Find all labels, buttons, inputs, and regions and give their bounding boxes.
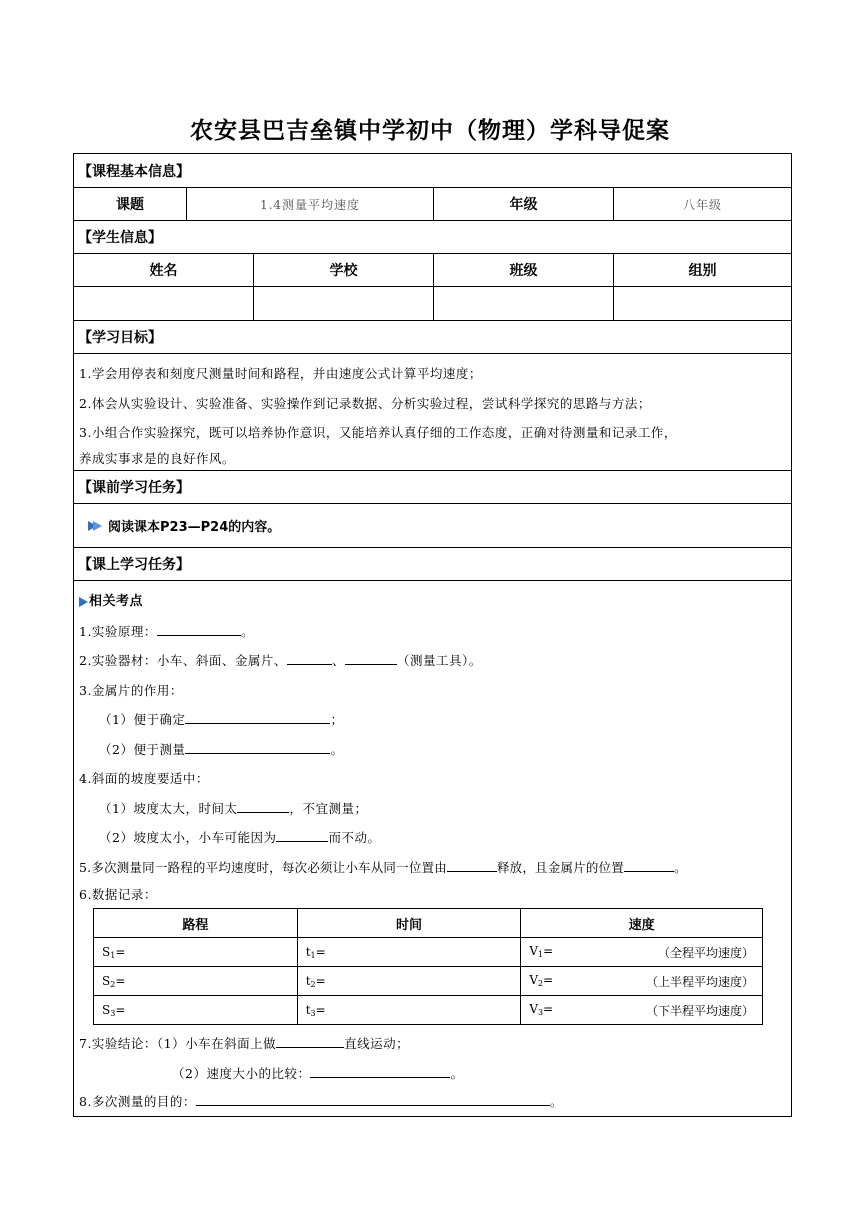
question-3-2: （2）便于测量 。 xyxy=(79,735,786,765)
table-row xyxy=(94,996,763,1025)
arrow-right-icon xyxy=(79,597,88,607)
distance-cell[interactable]: $S_1=$ xyxy=(94,938,298,967)
answer-blank[interactable] xyxy=(185,709,330,724)
time-cell[interactable]: $t_1=$ xyxy=(297,938,521,967)
speed-cell[interactable]: $V_1=$ （全程平均速度） xyxy=(521,938,763,967)
pre-class-task: 阅读课本P23—P24的内容。 xyxy=(108,520,281,535)
question-4-1: （1）坡度太大，时间太 ，不宜测量； xyxy=(79,794,786,824)
col-group: 组别 xyxy=(613,254,791,286)
pre-class-task-row xyxy=(74,503,791,547)
speed-note: （下半程平均速度） xyxy=(645,1003,754,1018)
question-7-2: （2）速度大小的比较： 。 xyxy=(79,1059,786,1089)
col-speed: 速度 xyxy=(521,909,763,938)
col-name: 姓名 xyxy=(149,263,178,279)
in-class-block xyxy=(74,580,791,1116)
col-time: 时间 xyxy=(297,909,521,938)
name-cell[interactable] xyxy=(74,287,253,320)
question-6: 6.数据记录： xyxy=(79,887,157,902)
time-cell[interactable]: $t_3=$ xyxy=(297,996,521,1025)
answer-blank[interactable] xyxy=(157,621,241,636)
course-info-header: 【课程基本信息】 xyxy=(78,163,190,180)
question-3: 3.金属片的作用： xyxy=(79,682,183,698)
data-record-table xyxy=(93,908,763,1025)
question-1: 1.实验原理： 。 xyxy=(79,617,786,647)
distance-cell[interactable]: $S_2=$ xyxy=(94,967,298,996)
answer-blank[interactable] xyxy=(624,857,674,872)
time-cell[interactable]: $t_2=$ xyxy=(297,967,521,996)
chevron-right-icon xyxy=(88,521,102,531)
answer-blank[interactable] xyxy=(185,739,330,754)
guide-sheet xyxy=(73,153,792,1117)
objective-item: 3.小组合作实验探究，既可以培养协作意识，又能培养认真仔细的工作态度，正确对待测量和记录工作， xyxy=(79,425,677,440)
answer-blank[interactable] xyxy=(345,650,397,665)
question-3-1: （1）便于确定 ； xyxy=(79,705,786,735)
answer-blank[interactable] xyxy=(276,827,328,842)
question-5: 5.多次测量同一路程的平均速度时，每次必须让小车从同一位置由 释放，且金属片的位置 。 xyxy=(79,853,786,883)
question-2: 2.实验器材：小车、斜面、金属片、 、 （测量工具）。 xyxy=(79,646,786,676)
objectives-header: 【学习目标】 xyxy=(74,320,791,353)
student-info-input-row xyxy=(74,286,791,320)
school-cell[interactable] xyxy=(253,287,433,320)
answer-blank[interactable] xyxy=(287,650,332,665)
table-row xyxy=(94,967,763,996)
question-8: 8.多次测量的目的： 。 xyxy=(79,1088,786,1116)
objective-item: 养成实事求是的良好作风。 xyxy=(79,450,236,466)
col-class: 班级 xyxy=(433,254,613,286)
objective-item: 1.学会用停表和刻度尺测量时间和路程，并由速度公式计算平均速度； xyxy=(79,366,482,381)
pre-class-header: 【课前学习任务】 xyxy=(74,470,791,503)
student-info-columns xyxy=(74,253,791,286)
distance-cell[interactable]: $S_3=$ xyxy=(94,996,298,1025)
speed-note: （上半程平均速度） xyxy=(645,974,754,989)
question-4: 4.斜面的坡度要适中： xyxy=(79,771,209,786)
objective-item: 2.体会从实验设计、实验准备、实验操作到记录数据、分析实验过程，尝试科学探究的思路与方法； xyxy=(79,395,651,411)
answer-blank[interactable] xyxy=(276,1033,344,1048)
section-title: 相关考点 xyxy=(89,594,144,609)
speed-cell[interactable]: $V_3=$ （下半程平均速度） xyxy=(521,996,763,1025)
col-school: 学校 xyxy=(253,254,433,286)
topic-label: 课题 xyxy=(116,197,144,213)
objectives-block xyxy=(74,353,791,470)
class-cell[interactable] xyxy=(433,287,613,320)
speed-note: （全程平均速度） xyxy=(657,945,754,960)
question-4-2: （2）坡度太小，小车可能因为 而不动。 xyxy=(79,823,786,853)
student-info-header: 【学生信息】 xyxy=(74,220,791,253)
answer-blank[interactable] xyxy=(310,1063,450,1078)
in-class-header: 【课上学习任务】 xyxy=(74,547,791,580)
answer-blank[interactable] xyxy=(237,798,289,813)
answer-blank[interactable] xyxy=(447,857,497,872)
col-distance: 路程 xyxy=(94,909,298,938)
course-info-row xyxy=(74,187,791,220)
table-row xyxy=(94,938,763,967)
grade-label: 年级 xyxy=(433,188,613,220)
topic-value: 1.4测量平均速度 xyxy=(186,188,433,220)
question-7: 7.实验结论：（1）小车在斜面上做 直线运动； xyxy=(79,1029,786,1059)
speed-cell[interactable]: $V_2=$ （上半程平均速度） xyxy=(521,967,763,996)
answer-blank[interactable] xyxy=(196,1091,550,1106)
group-cell[interactable] xyxy=(613,287,791,320)
page-title: 农安县巴吉垒镇中学初中（物理）学科导促案 xyxy=(190,118,670,144)
grade-value: 八年级 xyxy=(613,188,791,220)
